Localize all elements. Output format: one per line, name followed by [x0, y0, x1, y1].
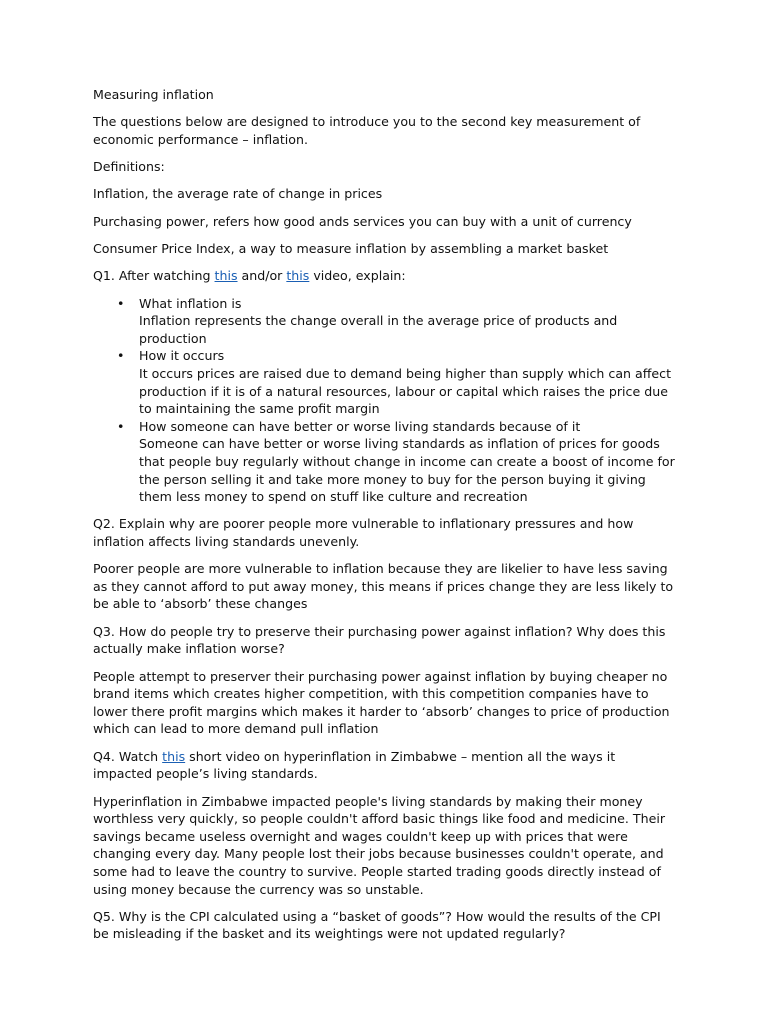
definition-purchasing-power: Purchasing power, refers how good ands services you can buy with a unit of currency	[93, 213, 632, 229]
q4-question	[93, 748, 678, 783]
q4-suffix: short video on hyperinflation in Zimbabwe – mention all the ways it impacted people’s living standards.	[93, 748, 616, 782]
list-item	[93, 347, 678, 417]
list-item-label: How someone can have better or worse living standards because of it	[139, 418, 581, 434]
intro-paragraph: The questions below are designed to introduce you to the second key measurement of economic performance – inflation.	[93, 114, 641, 147]
q1-answer-list	[93, 295, 678, 506]
definition-inflation: Inflation, the average rate of change in prices	[93, 186, 383, 202]
document-title: Measuring inflation	[93, 87, 214, 102]
bullet-icon: •	[117, 348, 125, 364]
bullet-icon: •	[117, 295, 125, 311]
definition-cpi: Consumer Price Index, a way to measure inflation by assembling a market basket	[93, 241, 609, 256]
q4-answer: Hyperinflation in Zimbabwe impacted people's living standards by making their money worthless very quickly, so people couldn't afford basic things like food and medicine. Their savings became useless overnight and wages couldn't keep up with prices that were changing every day. Many people lost their jobs because businesses couldn't operate, and some had to leave the country to survive. People started trading goods directly instead of using money because the currency was so unstable.	[93, 793, 666, 897]
list-item-answer: Someone can have better or worse living standards as inflation of prices for goods that people buy regularly without change in income can create a boost of income for the person selling it and take more money to buy for the person buying it giving them less money to spend on stuff like culture and recreation	[139, 436, 675, 505]
q1-prefix: Q1. After watching	[93, 268, 215, 284]
list-item	[93, 418, 678, 506]
list-item-label: What inflation is	[139, 295, 242, 311]
q4-video-link[interactable]: this	[162, 748, 186, 764]
q4-prefix: Q4. Watch	[93, 748, 163, 764]
q1-middle: and/or	[237, 268, 287, 284]
q1-suffix: video, explain:	[309, 268, 406, 284]
list-item-label: How it occurs	[139, 348, 225, 364]
q1-video-link-2[interactable]: this	[286, 268, 310, 284]
q2-question: Q2. Explain why are poorer people more vulnerable to inflationary pressures and how inflation affects living standards unevenly.	[93, 516, 634, 549]
definitions-heading: Definitions:	[93, 159, 165, 175]
q1-question	[93, 267, 678, 285]
q5-question: Q5. Why is the CPI calculated using a “basket of goods”? How would the results of the CPI be misleading if the basket and its weightings were not updated regularly?	[93, 908, 661, 942]
q3-answer: People attempt to preserver their purchasing power against inflation by buying cheaper no brand items which creates higher competition, with this competition companies have to lower there profit margins which makes it harder to ‘absorb’ changes to price of production which can lead to more demand pull inflation	[93, 668, 670, 737]
q2-answer: Poorer people are more vulnerable to inflation because they are likelier to have less saving as they cannot afford to put away money, this means if prices change they are less likely to be able to ‘absorb’ these changes	[93, 561, 674, 612]
q3-question: Q3. How do people try to preserve their purchasing power against inflation? Why does this actually make inflation worse?	[93, 623, 666, 657]
q1-video-link-1[interactable]: this	[214, 268, 238, 284]
document-page	[93, 86, 678, 953]
list-item-answer: Inflation represents the change overall in the average price of products and production	[139, 313, 618, 346]
list-item	[93, 295, 678, 348]
list-item-answer: It occurs prices are raised due to demand being higher than supply which can affect production if it is of a natural resources, labour or capital which raises the price due to maintaining the same profit margin	[139, 365, 672, 417]
bullet-icon: •	[117, 418, 125, 434]
